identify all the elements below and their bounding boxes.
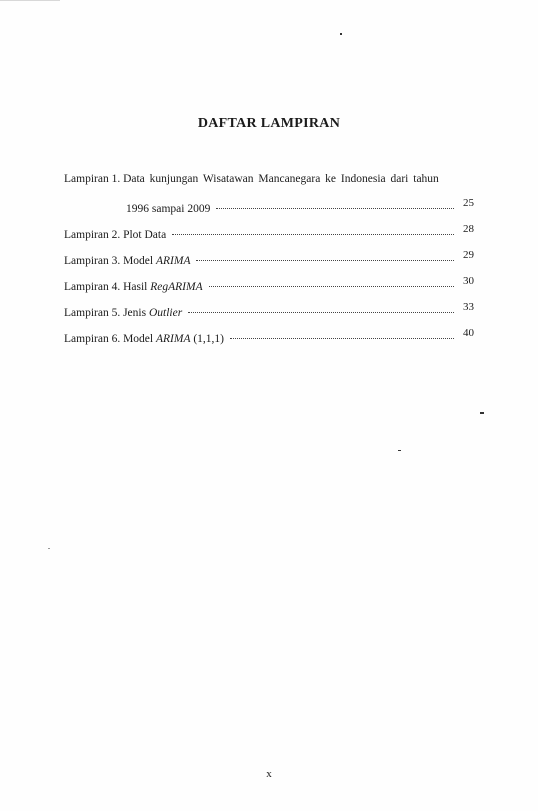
toc-entry-page: 33 (463, 301, 474, 313)
toc-entry-prefix: Lampiran 6. (64, 333, 121, 345)
toc-entry-6 (64, 327, 474, 346)
toc-entry-page: 30 (463, 275, 474, 287)
toc-entry-text-italic: ARIMA (155, 255, 191, 267)
page-number: x (266, 768, 272, 780)
leader-dots (172, 233, 454, 235)
toc-entry-text-italic: ARIMA (155, 333, 191, 345)
toc-entry-2 (64, 223, 474, 242)
toc-entry-1 (64, 172, 474, 186)
scan-artifact (0, 0, 60, 1)
toc-entry-page: 40 (463, 327, 474, 339)
toc-entry-5 (64, 301, 474, 320)
toc-entry-text-italic: RegARIMA (150, 281, 203, 293)
leader-dots (188, 311, 454, 313)
toc-entry-text: Model (123, 333, 154, 345)
toc-entry-text: Model (123, 255, 154, 267)
toc-entry-prefix: Lampiran 4. (64, 281, 121, 293)
toc-entry-prefix: Lampiran 2. (64, 229, 121, 241)
leader-dots (230, 337, 454, 339)
toc-entry-label (64, 306, 182, 320)
toc-entry-3 (64, 249, 474, 268)
toc-entry-1-continuation (64, 197, 474, 216)
toc-entry-text-suffix: (1,1,1) (193, 333, 225, 345)
toc-entry-4 (64, 275, 474, 294)
leader-dots (209, 285, 454, 287)
scan-speck (340, 33, 342, 35)
scan-speck (48, 548, 50, 549)
toc-entry-page: 29 (463, 249, 474, 261)
toc-entry-label (64, 280, 203, 294)
toc-entry-label (64, 332, 224, 346)
toc-entry-label (64, 228, 166, 242)
toc-entry-page: 25 (463, 197, 474, 209)
toc-entry-text-line1: Data kunjungan Wisatawan Mancanegara ke Indonesia dari tahun (123, 173, 439, 185)
scan-speck (398, 450, 401, 451)
toc-entry-text: Jenis (123, 307, 147, 319)
toc-entry-page: 28 (463, 223, 474, 235)
toc-entry-text-line2: 1996 sampai 2009 (126, 203, 211, 215)
leader-dots (196, 259, 454, 261)
toc-entry-text-italic: Outlier (148, 307, 183, 319)
toc-entry-prefix: Lampiran 5. (64, 307, 121, 319)
toc-entry-label (64, 254, 190, 268)
toc-entry-text: Hasil (123, 281, 148, 293)
toc-entry-label (64, 172, 439, 186)
toc-entry-prefix: Lampiran 1. (64, 173, 121, 185)
leader-dots (216, 207, 454, 209)
page-title: DAFTAR LAMPIRAN (197, 116, 341, 131)
toc-entry-text: Plot Data (123, 229, 167, 241)
toc-entry-prefix: Lampiran 3. (64, 255, 121, 267)
scan-speck (480, 412, 484, 414)
